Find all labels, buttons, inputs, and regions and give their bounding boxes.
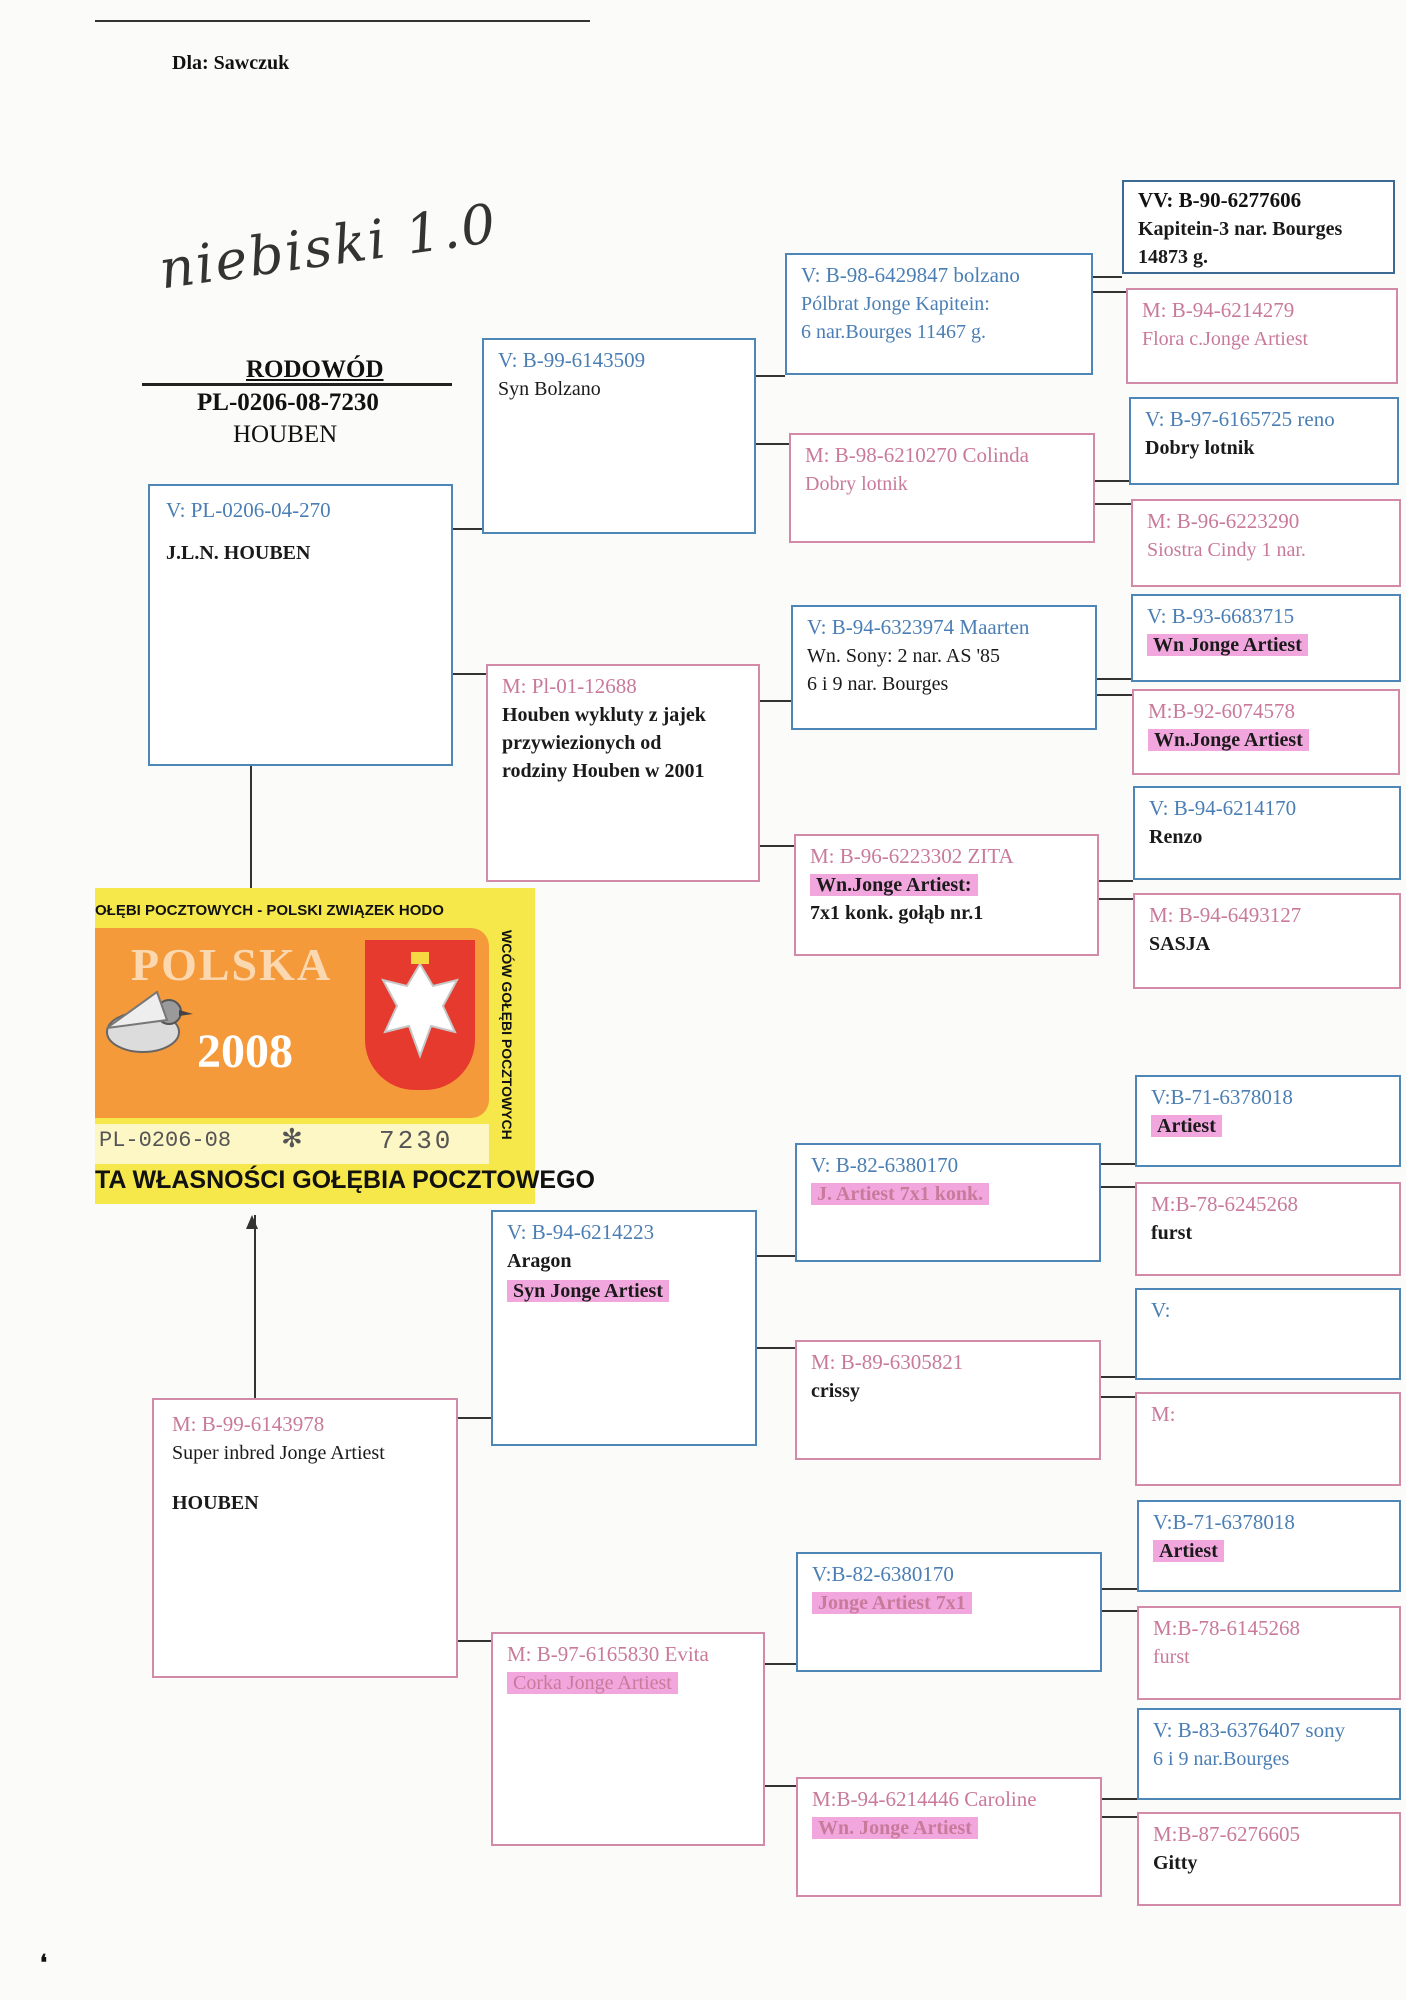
g4-1-id: VV: B-90-6277606	[1138, 188, 1302, 212]
sire-dam-line-2: przywiezionych od	[502, 732, 662, 755]
g4-box-14	[1137, 1606, 1401, 1700]
sire-sire-id: V: B-99-6143509	[498, 348, 646, 372]
dam-sire-line-2	[507, 1277, 741, 1305]
stub-g3-16	[1102, 1816, 1137, 1818]
dam-box	[152, 1398, 458, 1678]
stub-g3-1	[1093, 276, 1122, 278]
g4-13-line-1	[1153, 1537, 1385, 1565]
g4-box-1	[1122, 180, 1395, 274]
stub-g2-4	[760, 845, 794, 847]
g3-4-highlight: Wn.Jonge Artiest:	[810, 874, 978, 896]
ring-card-side-text: WCÓW GOŁĘBI POCZTOWYCH	[499, 930, 515, 1140]
stub-g3-8	[1099, 898, 1133, 900]
stub-g1-sd	[453, 673, 486, 675]
polish-eagle-icon	[365, 940, 475, 1090]
g3-1-line-1: Pólbrat Jonge Kapitein:	[801, 293, 990, 316]
g4-7-line-1: Renzo	[1149, 826, 1203, 849]
stub-g3-4	[1095, 503, 1131, 505]
dam-dam-id: M: B-97-6165830 Evita	[507, 1642, 709, 1666]
g4-8-line-1: SASJA	[1149, 933, 1211, 956]
sire-dam-box	[486, 664, 760, 882]
stub-g3-14	[1102, 1610, 1137, 1612]
g4-box-3	[1129, 397, 1399, 485]
g3-5-line-1	[811, 1180, 1085, 1208]
g4-15-line-1: 6 i 9 nar.Bourges	[1153, 1748, 1290, 1771]
g4-box-13	[1137, 1500, 1401, 1592]
dam-connector	[254, 1215, 256, 1398]
g3-2-id: M: B-98-6210270 Colinda	[805, 443, 1029, 467]
stub-g2-2	[756, 443, 789, 445]
g4-12-id: M:	[1151, 1402, 1176, 1426]
sire-sire-name: Syn Bolzano	[498, 378, 601, 401]
g3-4-line-2: 7x1 konk. gołąb nr.1	[810, 902, 984, 925]
ring-card-bottom-text: TA WŁASNOŚCI GOŁĘBIA POCZTOWEGO	[95, 1166, 595, 1194]
g4-box-2	[1126, 288, 1398, 384]
g3-6-id: M: B-89-6305821	[811, 1350, 964, 1374]
stub-g2-7	[765, 1663, 796, 1665]
stub-g2-8	[765, 1785, 796, 1787]
g4-7-id: V: B-94-6214170	[1149, 796, 1297, 820]
stub-g3-15	[1102, 1798, 1137, 1800]
stub-g2-5	[757, 1255, 795, 1257]
g4-3-id: V: B-97-6165725 reno	[1145, 407, 1335, 431]
ring-card-top-text: OŁĘBI POCZTOWYCH - POLSKI ZWIĄZEK HODO	[95, 902, 444, 919]
pigeon-icon	[97, 980, 217, 1060]
dam-line-1: Super inbred Jonge Artiest	[172, 1442, 385, 1465]
g3-2-line-1: Dobry lotnik	[805, 473, 908, 496]
stub-g1-dd	[458, 1640, 491, 1642]
g4-box-16	[1137, 1812, 1401, 1906]
stub-g1-ds	[458, 1417, 491, 1419]
snowflake-icon: ✻	[281, 1124, 303, 1153]
g4-5-highlight: Wn Jonge Artiest	[1147, 634, 1308, 656]
recipient-label: Dla: Sawczuk	[172, 52, 290, 74]
g4-2-id: M: B-94-6214279	[1142, 298, 1295, 322]
dam-dam-box	[491, 1632, 765, 1846]
dam-sire-box	[491, 1210, 757, 1446]
g4-box-5	[1131, 594, 1401, 682]
ring-card-ring-number: 7230	[379, 1126, 454, 1156]
g3-7-line-1	[812, 1589, 1086, 1617]
dam-dam-line-1	[507, 1669, 749, 1697]
stub-g2-1	[756, 375, 785, 377]
g4-5-line-1	[1147, 631, 1385, 659]
g3-5-highlight: J. Artiest 7x1 konk.	[811, 1183, 989, 1205]
g4-10-line-1: furst	[1151, 1222, 1193, 1245]
g4-14-id: M:B-78-6145268	[1153, 1616, 1300, 1640]
g4-box-10	[1135, 1182, 1401, 1276]
g3-7-id: V:B-82-6380170	[812, 1562, 954, 1586]
pedigree-heading: RODOWÓD	[246, 356, 384, 383]
g4-9-line-1	[1151, 1112, 1385, 1140]
g4-6-highlight: Wn.Jonge Artiest	[1148, 729, 1309, 751]
sire-name: J.L.N. HOUBEN	[166, 542, 311, 565]
g4-box-15	[1137, 1708, 1401, 1800]
ring-card-country: POLSKA	[131, 939, 333, 990]
dam-sire-line-1: Aragon	[507, 1250, 572, 1273]
stub-g1-ss	[453, 528, 482, 530]
stub-g3-12	[1101, 1396, 1135, 1398]
g3-box-4	[794, 834, 1099, 956]
g4-4-line-1: Siostra Cindy 1 nar.	[1147, 539, 1306, 562]
g3-3-id: V: B-94-6323974 Maarten	[807, 615, 1030, 639]
g3-3-line-1: Wn. Sony: 2 nar. AS '85	[807, 645, 1001, 668]
g4-2-line-1: Flora c.Jonge Artiest	[1142, 328, 1309, 351]
sire-sire-box	[482, 338, 756, 534]
g3-6-line-1: crissy	[811, 1380, 860, 1403]
g3-box-1	[785, 253, 1093, 375]
stub-g3-10	[1101, 1186, 1135, 1188]
g4-9-id: V:B-71-6378018	[1151, 1085, 1293, 1109]
g4-3-line-1: Dobry lotnik	[1145, 437, 1255, 460]
handwritten-note: niebiski 1.0	[155, 191, 502, 302]
ring-number: PL-0206-08-7230	[197, 389, 379, 416]
sire-id: V: PL-0206-04-270	[166, 498, 331, 522]
g4-15-id: V: B-83-6376407 sony	[1153, 1718, 1346, 1742]
stub-g3-5	[1097, 678, 1131, 680]
sire-dam-line-1: Houben wykluty z jajek	[502, 704, 706, 727]
stub-g3-2	[1093, 291, 1126, 293]
sire-dam-line-3: rodziny Houben w 2001	[502, 760, 705, 783]
g3-7-highlight: Jonge Artiest 7x1	[812, 1592, 972, 1614]
g4-box-11	[1135, 1288, 1401, 1380]
g4-box-6	[1132, 689, 1400, 775]
sire-dam-id: M: Pl-01-12688	[502, 674, 637, 698]
stub-g2-6	[757, 1347, 795, 1349]
dam-sire-id: V: B-94-6214223	[507, 1220, 655, 1244]
stub-g3-11	[1101, 1376, 1135, 1378]
ring-card	[95, 888, 595, 1204]
stub-g3-6	[1097, 694, 1132, 696]
top-rule	[95, 20, 590, 22]
g4-9-highlight: Artiest	[1151, 1115, 1222, 1137]
g3-4-id: M: B-96-6223302 ZITA	[810, 844, 1014, 868]
ring-card-year: 2008	[197, 1025, 293, 1078]
stub-g3-7	[1099, 880, 1133, 882]
g4-6-line-1	[1148, 726, 1384, 754]
g3-box-6	[795, 1340, 1101, 1460]
g4-1-line-1: Kapitein-3 nar. Bourges	[1138, 218, 1343, 241]
g4-10-id: M:B-78-6245268	[1151, 1192, 1298, 1216]
stub-g3-13	[1102, 1588, 1137, 1590]
g3-box-3	[791, 605, 1097, 730]
g4-box-4	[1131, 499, 1401, 587]
g4-5-id: V: B-93-6683715	[1147, 604, 1295, 628]
g3-box-5	[795, 1143, 1101, 1262]
g4-box-8	[1133, 893, 1401, 989]
g4-8-id: M: B-94-6493127	[1149, 903, 1302, 927]
g3-1-line-2: 6 nar.Bourges 11467 g.	[801, 321, 986, 344]
g3-box-7	[796, 1552, 1102, 1672]
sire-connector	[250, 766, 252, 892]
g3-8-id: M:B-94-6214446 Caroline	[812, 1787, 1037, 1811]
g4-13-highlight: Artiest	[1153, 1540, 1224, 1562]
g4-box-9	[1135, 1075, 1401, 1167]
stub-g3-9	[1101, 1163, 1135, 1165]
g3-8-line-1	[812, 1814, 1086, 1842]
dam-dam-highlight: Corka Jonge Artiest	[507, 1672, 678, 1694]
arrow-up-icon	[246, 1215, 258, 1229]
g3-8-highlight: Wn. Jonge Artiest	[812, 1817, 978, 1839]
g4-box-7	[1133, 786, 1401, 880]
scan-mark: ❛	[40, 1950, 48, 1975]
g4-13-id: V:B-71-6378018	[1153, 1510, 1295, 1534]
g3-4-line-1	[810, 871, 1083, 899]
g3-box-8	[796, 1777, 1102, 1897]
g4-1-line-2: 14873 g.	[1138, 246, 1208, 269]
g3-5-id: V: B-82-6380170	[811, 1153, 959, 1177]
g3-3-line-2: 6 i 9 nar. Bourges	[807, 673, 949, 696]
dam-id: M: B-99-6143978	[172, 1412, 325, 1436]
g4-6-id: M:B-92-6074578	[1148, 699, 1295, 723]
breeder-name: HOUBEN	[233, 421, 338, 448]
g4-4-id: M: B-96-6223290	[1147, 509, 1300, 533]
dam-line-2: HOUBEN	[172, 1492, 259, 1515]
g3-1-id: V: B-98-6429847 bolzano	[801, 263, 1020, 287]
ring-card-ring-prefix: PL-0206-08	[99, 1128, 232, 1153]
stub-g2-3	[760, 700, 791, 702]
g3-box-2	[789, 433, 1095, 543]
stub-g3-3	[1095, 480, 1129, 482]
g4-14-line-1: furst	[1153, 1646, 1190, 1669]
g4-box-12	[1135, 1392, 1401, 1486]
g4-16-line-1: Gitty	[1153, 1852, 1198, 1875]
dam-sire-highlight: Syn Jonge Artiest	[507, 1280, 669, 1302]
g4-16-id: M:B-87-6276605	[1153, 1822, 1300, 1846]
sire-box	[148, 484, 453, 766]
g4-11-id: V:	[1151, 1298, 1171, 1322]
